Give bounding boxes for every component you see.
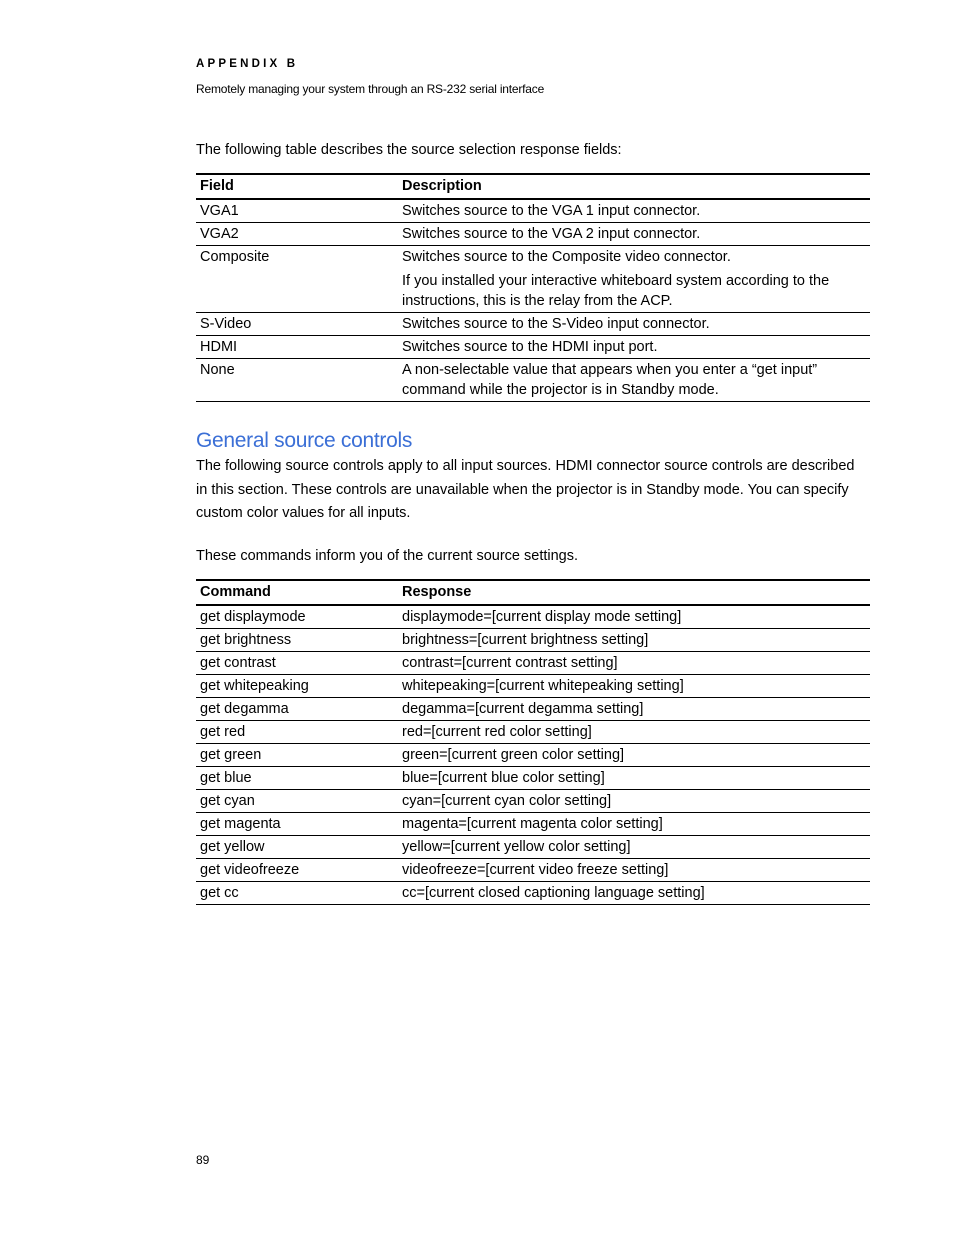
response-cell: red=[current red color setting] — [402, 724, 592, 740]
table-row — [196, 859, 870, 882]
command-cell: get videofreeze — [200, 862, 300, 878]
response-cell: yellow=[current yellow color setting] — [402, 839, 631, 855]
table-row — [196, 882, 870, 905]
table-row — [196, 199, 870, 223]
source-commands-table — [196, 579, 870, 905]
table-row — [196, 698, 870, 721]
response-cell: brightness=[current brightness setting] — [402, 632, 649, 648]
table-row — [196, 836, 870, 859]
table-row — [196, 246, 870, 313]
response-cell: magenta=[current magenta color setting] — [402, 816, 663, 832]
command-cell: get brightness — [200, 632, 292, 648]
table-row — [196, 744, 870, 767]
table-header-row — [196, 174, 870, 199]
table-row — [196, 813, 870, 836]
table-row — [196, 359, 870, 402]
command-cell: get green — [200, 747, 262, 763]
column-header-command: Command — [200, 584, 271, 600]
column-header-description: Description — [402, 178, 482, 194]
description-line: Switches source to the Composite video connector. — [402, 249, 731, 265]
response-cell: videofreeze=[current video freeze setting] — [402, 862, 669, 878]
page-number: 89 — [196, 1153, 210, 1167]
table1-intro: The following table describes the source selection response fields: — [196, 142, 622, 158]
field-cell: None — [200, 362, 235, 378]
field-cell: HDMI — [200, 339, 238, 355]
table-row — [196, 675, 870, 698]
response-cell: cc=[current closed captioning language setting] — [402, 885, 705, 901]
column-header-response: Response — [402, 584, 472, 600]
field-cell: VGA1 — [200, 203, 239, 219]
field-cell: Composite — [200, 249, 270, 265]
source-selection-table — [196, 173, 870, 402]
command-cell: get degamma — [200, 701, 289, 717]
chapter-subtitle: Remotely managing your system through an RS-232 serial interface — [196, 82, 545, 96]
description-cell — [398, 246, 870, 313]
response-cell: displaymode=[current display mode setting] — [402, 609, 682, 625]
column-header-field: Field — [200, 178, 234, 194]
command-cell: get whitepeaking — [200, 678, 309, 694]
response-cell: green=[current green color setting] — [402, 747, 625, 763]
response-cell: whitepeaking=[current whitepeaking setting] — [402, 678, 684, 694]
table-row — [196, 223, 870, 246]
table-header-row — [196, 580, 870, 605]
table-row — [196, 721, 870, 744]
command-cell: get displaymode — [200, 609, 306, 625]
description-cell: Switches source to the S-Video input connector. — [402, 316, 710, 332]
command-cell: get red — [200, 724, 246, 740]
section-paragraph: The following source controls apply to all input sources. HDMI connector source controls are described in this section. These controls are unavailable when the projector is in Standby mode. You can specify custom color values for all inputs. — [196, 458, 855, 521]
appendix-label: APPENDIX B — [196, 58, 299, 70]
command-cell: get cyan — [200, 793, 255, 809]
response-cell: degamma=[current degamma setting] — [402, 701, 644, 717]
command-cell: get contrast — [200, 655, 276, 671]
table-row — [196, 336, 870, 359]
response-cell: blue=[current blue color setting] — [402, 770, 605, 786]
section-heading: General source controls — [196, 429, 413, 452]
description-cell: Switches source to the VGA 2 input connector. — [402, 226, 701, 242]
response-cell: contrast=[current contrast setting] — [402, 655, 618, 671]
description-cell — [398, 359, 870, 402]
description-cell: Switches source to the HDMI input port. — [402, 339, 658, 355]
response-cell: cyan=[current cyan color setting] — [402, 793, 612, 809]
command-cell: get yellow — [200, 839, 265, 855]
table-row — [196, 790, 870, 813]
command-cell: get cc — [200, 885, 239, 901]
command-cell: get blue — [200, 770, 252, 786]
field-cell: S-Video — [200, 316, 252, 332]
table-row — [196, 767, 870, 790]
description-line: A non-selectable value that appears when you enter a “get input” command while the projector is in Standby mode. — [402, 362, 818, 398]
table-row — [196, 629, 870, 652]
table-row — [196, 652, 870, 675]
table-row — [196, 605, 870, 629]
table-row — [196, 313, 870, 336]
field-cell: VGA2 — [200, 226, 239, 242]
table2-intro: These commands inform you of the current source settings. — [196, 548, 579, 564]
description-note: If you installed your interactive whiteboard system according to the instructions, this is the relay from the ACP. — [402, 273, 830, 309]
command-cell: get magenta — [200, 816, 281, 832]
description-cell: Switches source to the VGA 1 input connector. — [402, 203, 701, 219]
